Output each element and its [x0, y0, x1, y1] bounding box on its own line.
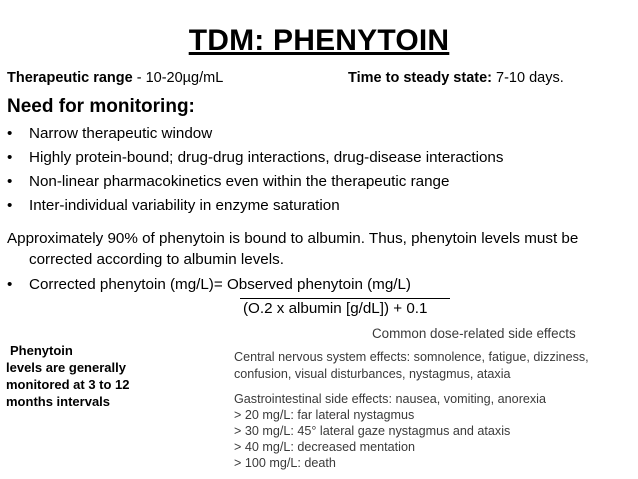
bullet-text: Highly protein-bound; drug-drug interactions, drug-disease interactions — [29, 149, 504, 166]
bullet-text: Non-linear pharmacokinetics even within the therapeutic range — [29, 173, 450, 190]
fraction-line — [240, 298, 450, 299]
level-effect-item: > 20 mg/L: far lateral nystagmus — [234, 408, 415, 422]
therapeutic-range-label: Therapeutic range — [7, 70, 133, 86]
cns-effects-line-1: Central nervous system effects: somnolence, fatigue, dizziness, — [234, 350, 589, 364]
page-title: TDM: PHENYTOIN — [188, 24, 450, 57]
level-effect-item: > 30 mg/L: 45° lateral gaze nystagmus and ataxis — [234, 424, 511, 438]
bullet-text: Narrow therapeutic window — [29, 125, 213, 142]
note-line: months intervals — [6, 394, 111, 409]
steady-state — [348, 70, 564, 86]
note-line: monitored at 3 to 12 — [6, 377, 130, 392]
level-effect-item: > 40 mg/L: decreased mentation — [234, 440, 415, 454]
note-line: Phenytoin — [10, 343, 73, 358]
albumin-line-1: Approximately 90% of phenytoin is bound to albumin. Thus, phenytoin levels must be — [7, 230, 579, 247]
side-effects-image — [228, 326, 632, 476]
therapeutic-range-value: - 10-20µg/mL — [132, 70, 224, 86]
cns-effects-line-2: confusion, visual disturbances, nystagmus, ataxia — [234, 367, 511, 381]
monitoring-heading: Need for monitoring: — [7, 96, 195, 117]
level-effect-item: > 100 mg/L: death — [234, 456, 336, 470]
bullet-icon: • — [7, 276, 13, 293]
steady-state-value: 7-10 days. — [491, 70, 564, 86]
bullet-icon: • — [7, 173, 13, 190]
steady-state-label: Time to steady state: — [348, 70, 492, 86]
formula-numerator: Corrected phenytoin (mg/L)= Observed phenytoin (mg/L) — [29, 276, 411, 293]
note-line: levels are generally — [6, 360, 126, 375]
side-effects-heading: Common dose-related side effects — [372, 326, 576, 341]
albumin-paragraph — [7, 228, 633, 270]
gi-effects-line: Gastrointestinal side effects: nausea, vomiting, anorexia — [234, 392, 546, 406]
therapeutic-range — [7, 70, 223, 86]
formula-denominator: (O.2 x albumin [g/dL]) + 0.1 — [243, 300, 428, 317]
bullet-text: Inter-individual variability in enzyme saturation — [29, 197, 340, 214]
albumin-line-2: corrected according to albumin levels. — [29, 251, 284, 268]
bullet-icon: • — [7, 125, 13, 142]
bullet-icon: • — [7, 149, 13, 166]
bullet-icon: • — [7, 197, 13, 214]
monitoring-interval-note — [6, 342, 156, 410]
